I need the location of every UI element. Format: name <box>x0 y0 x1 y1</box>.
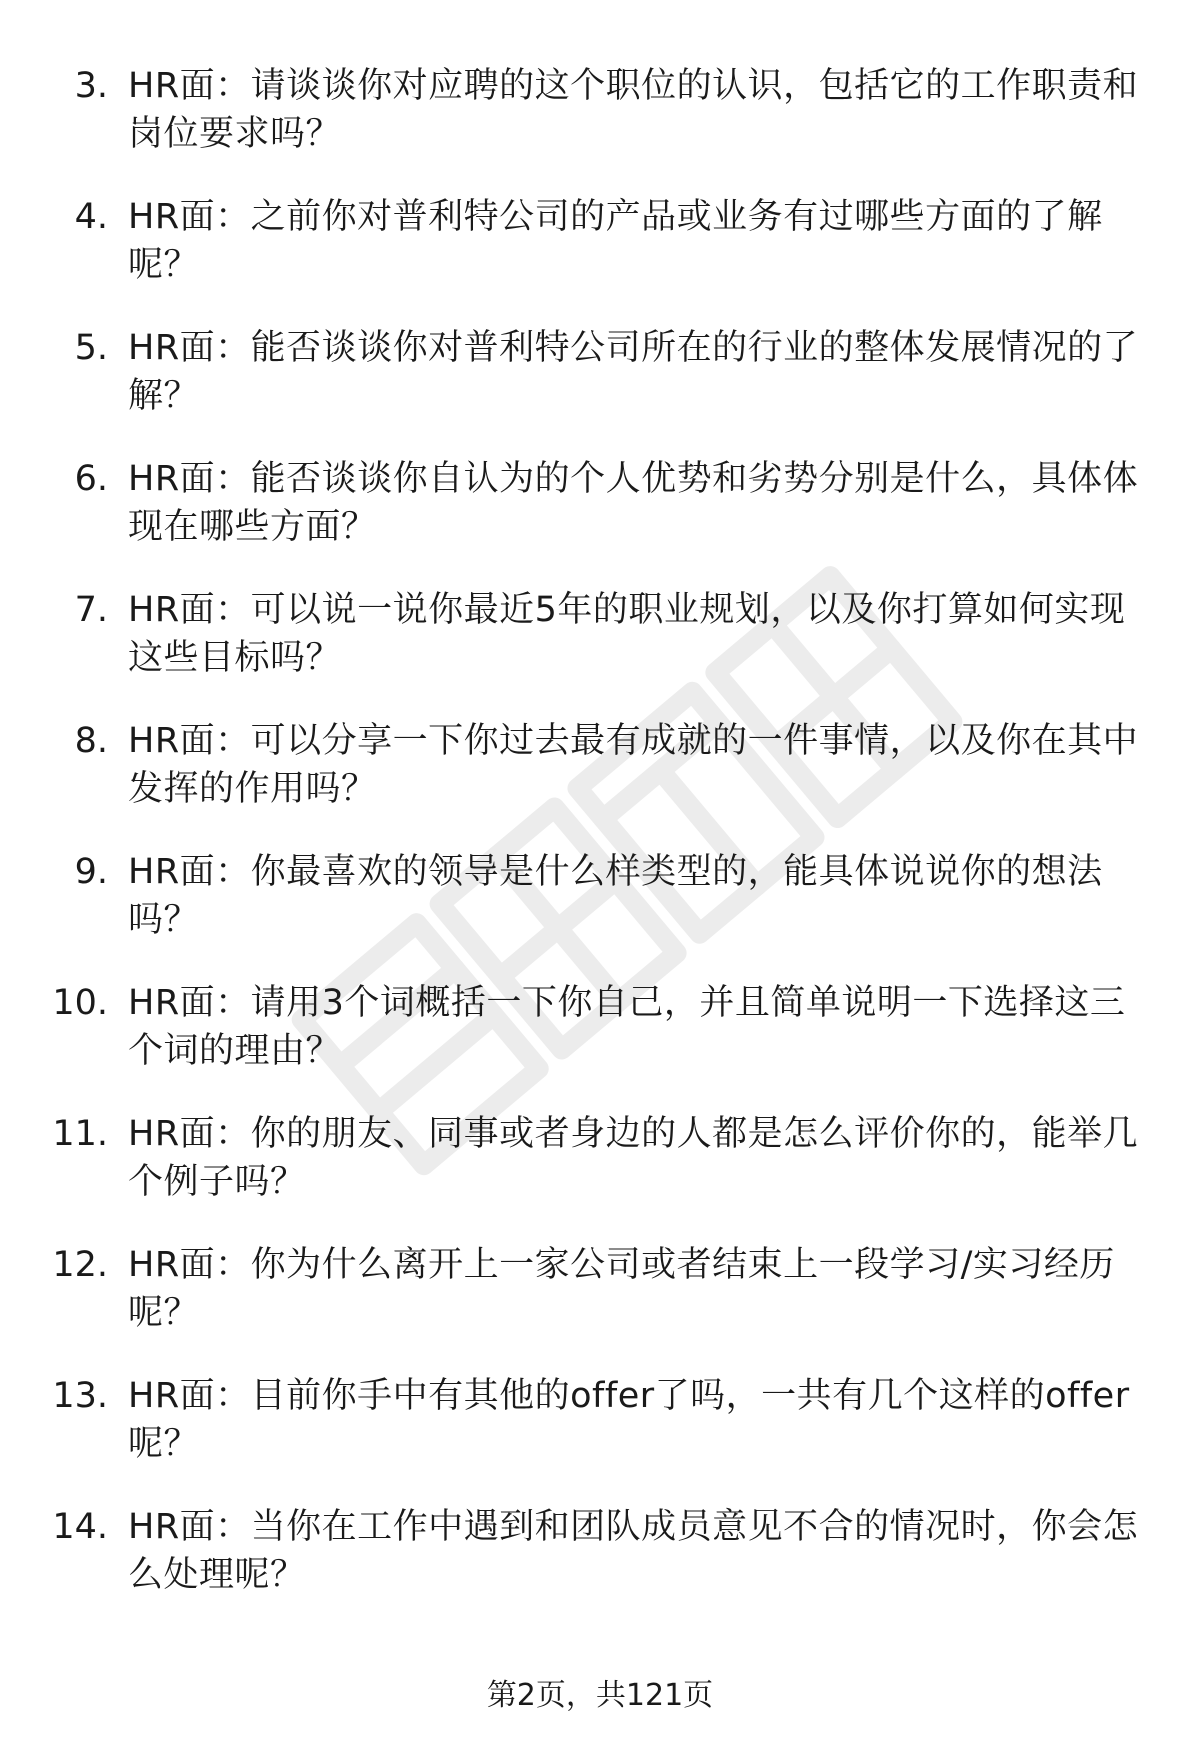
question-text: HR面：请用3个词概括一下你自己，并且简单说明一下选择这三个词的理由？ <box>128 983 1126 1071</box>
question-number: 7. <box>74 590 108 630</box>
page-indicator: 第2页，共121页 <box>486 1678 714 1713</box>
question-text: HR面：你的朋友、同事或者身边的人都是怎么评价你的，能举几个例子吗？ <box>128 1114 1139 1202</box>
question-text: HR面：请谈谈你对应聘的这个职位的认识，包括它的工作职责和岗位要求吗？ <box>128 66 1139 154</box>
list-item <box>0 455 1200 586</box>
question-number: 5. <box>74 328 108 368</box>
list-item <box>0 848 1200 979</box>
question-text: HR面：当你在工作中遇到和团队成员意见不合的情况时，你会怎么处理呢？ <box>128 1507 1139 1595</box>
list-item <box>0 586 1200 717</box>
question-number: 14. <box>52 1507 108 1547</box>
list-item <box>0 324 1200 455</box>
question-text: HR面：目前你手中有其他的offer了吗，一共有几个这样的offer呢？ <box>128 1376 1130 1464</box>
list-item <box>0 1503 1200 1634</box>
list-item <box>0 979 1200 1110</box>
list-item <box>0 1372 1200 1503</box>
list-item <box>0 62 1200 193</box>
question-text: HR面：能否谈谈你自认为的个人优势和劣势分别是什么，具体体现在哪些方面？ <box>128 459 1139 547</box>
list-item <box>0 717 1200 848</box>
question-text: HR面：能否谈谈你对普利特公司所在的行业的整体发展情况的了解？ <box>128 328 1139 416</box>
question-number: 6. <box>74 459 108 499</box>
list-item <box>0 1241 1200 1372</box>
question-text: HR面：可以说一说你最近5年的职业规划，以及你打算如何实现这些目标吗？ <box>128 590 1126 678</box>
question-number: 12. <box>52 1245 108 1285</box>
list-item <box>0 1110 1200 1241</box>
question-text: HR面：可以分享一下你过去最有成就的一件事情，以及你在其中发挥的作用吗？ <box>128 721 1139 809</box>
question-number: 3. <box>74 66 108 106</box>
question-number: 4. <box>74 197 108 237</box>
question-text: HR面：之前你对普利特公司的产品或业务有过哪些方面的了解呢？ <box>128 197 1103 285</box>
question-number: 13. <box>52 1376 108 1416</box>
question-number: 10. <box>52 983 108 1023</box>
question-number: 9. <box>74 852 108 892</box>
question-list <box>0 62 1200 1634</box>
question-number: 11. <box>52 1114 108 1154</box>
question-text: HR面：你为什么离开上一家公司或者结束上一段学习/实习经历呢？ <box>128 1245 1115 1333</box>
question-text: HR面：你最喜欢的领导是什么样类型的，能具体说说你的想法吗？ <box>128 852 1103 940</box>
list-item <box>0 193 1200 324</box>
question-number: 8. <box>74 721 108 761</box>
